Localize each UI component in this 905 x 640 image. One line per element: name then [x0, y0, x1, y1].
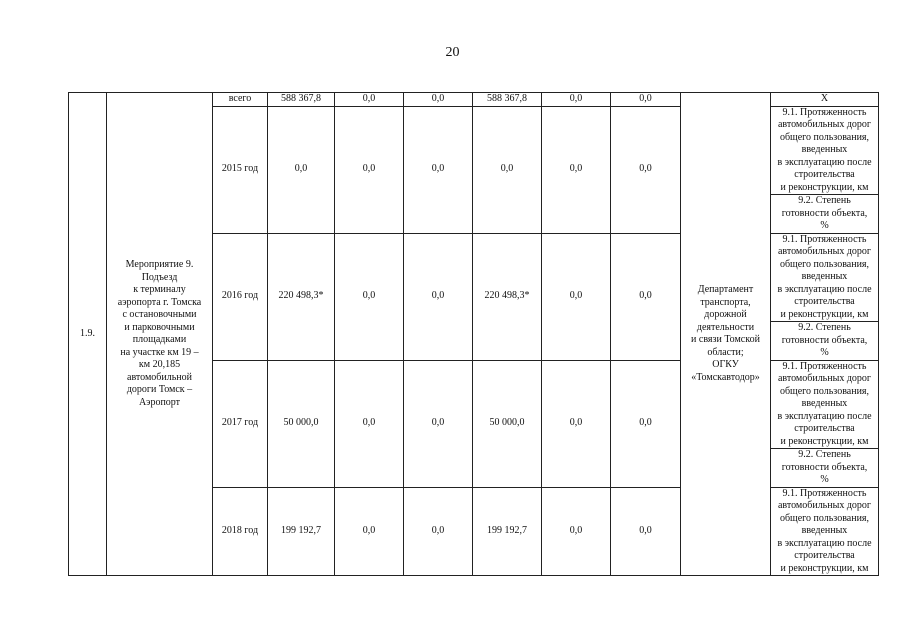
- indicator-name: 9.1. Протяженность автомобильных дорог общего пользования, введенных в эксплуатацию после строительства и реконструкции, км: [771, 487, 879, 576]
- indicator-name: 9.1. Протяженность автомобильных дорог общего пользования, введенных в эксплуатацию после строительства и реконструкции, км: [771, 233, 879, 322]
- period-label: 2016 год: [213, 233, 268, 360]
- cell-value: 0,0: [404, 106, 473, 233]
- cell-value: 199 192,7: [268, 487, 335, 576]
- cell-value: 0,0: [611, 93, 681, 107]
- cell-value: 0,0: [611, 487, 681, 576]
- cell-value: 588 367,8: [268, 93, 335, 107]
- cell-value: 0,0: [473, 106, 542, 233]
- cell-value: 0,0: [404, 487, 473, 576]
- cell-value: 0,0: [542, 360, 611, 487]
- cell-value: 0,0: [335, 487, 404, 576]
- executor: Департамент транспорта, дорожной деятельности и связи Томской области; ОГКУ «Томскавтодор»: [681, 93, 771, 576]
- period-label: 2015 год: [213, 106, 268, 233]
- cell-value: 0,0: [335, 360, 404, 487]
- indicator-name: 9.1. Протяженность автомобильных дорог общего пользования, введенных в эксплуатацию после строительства и реконструкции, км: [771, 360, 879, 449]
- cell-value: 220 498,3*: [473, 233, 542, 360]
- cell-value: 0,0: [542, 106, 611, 233]
- program-table: [68, 92, 879, 576]
- indicator-name: 9.2. Степень готовности объекта, %: [771, 322, 879, 361]
- cell-value: 0,0: [335, 106, 404, 233]
- indicator-name: 9.2. Степень готовности объекта, %: [771, 195, 879, 234]
- cell-value: 0,0: [335, 233, 404, 360]
- cell-value: 50 000,0: [268, 360, 335, 487]
- table-row-total: [69, 93, 879, 107]
- indicator-name: 9.2. Степень готовности объекта, %: [771, 449, 879, 488]
- cell-value: 0,0: [335, 93, 404, 107]
- cell-value: 0,0: [611, 106, 681, 233]
- event-name: Мероприятие 9. Подъезд к терминалу аэропорта г. Томска с остановочными и парковочными площадками на участке км 19 – км 20,185 автомобильной дороги Томск – Аэропорт: [107, 93, 213, 576]
- cell-value: 0,0: [611, 233, 681, 360]
- cell-value: 0,0: [268, 106, 335, 233]
- cell-value: 199 192,7: [473, 487, 542, 576]
- cell-value: 0,0: [611, 360, 681, 487]
- cell-value: 0,0: [542, 93, 611, 107]
- cell-value: 588 367,8: [473, 93, 542, 107]
- row-code: 1.9.: [69, 93, 107, 576]
- period-label: всего: [213, 93, 268, 107]
- indicator-name: Х: [771, 93, 879, 107]
- indicator-name: 9.1. Протяженность автомобильных дорог общего пользования, введенных в эксплуатацию после строительства и реконструкции, км: [771, 106, 879, 195]
- cell-value: 0,0: [404, 233, 473, 360]
- cell-value: 50 000,0: [473, 360, 542, 487]
- cell-value: 0,0: [404, 93, 473, 107]
- cell-value: 0,0: [542, 487, 611, 576]
- period-label: 2018 год: [213, 487, 268, 576]
- period-label: 2017 год: [213, 360, 268, 487]
- cell-value: 220 498,3*: [268, 233, 335, 360]
- cell-value: 0,0: [542, 233, 611, 360]
- page-number: 20: [445, 45, 460, 60]
- cell-value: 0,0: [404, 360, 473, 487]
